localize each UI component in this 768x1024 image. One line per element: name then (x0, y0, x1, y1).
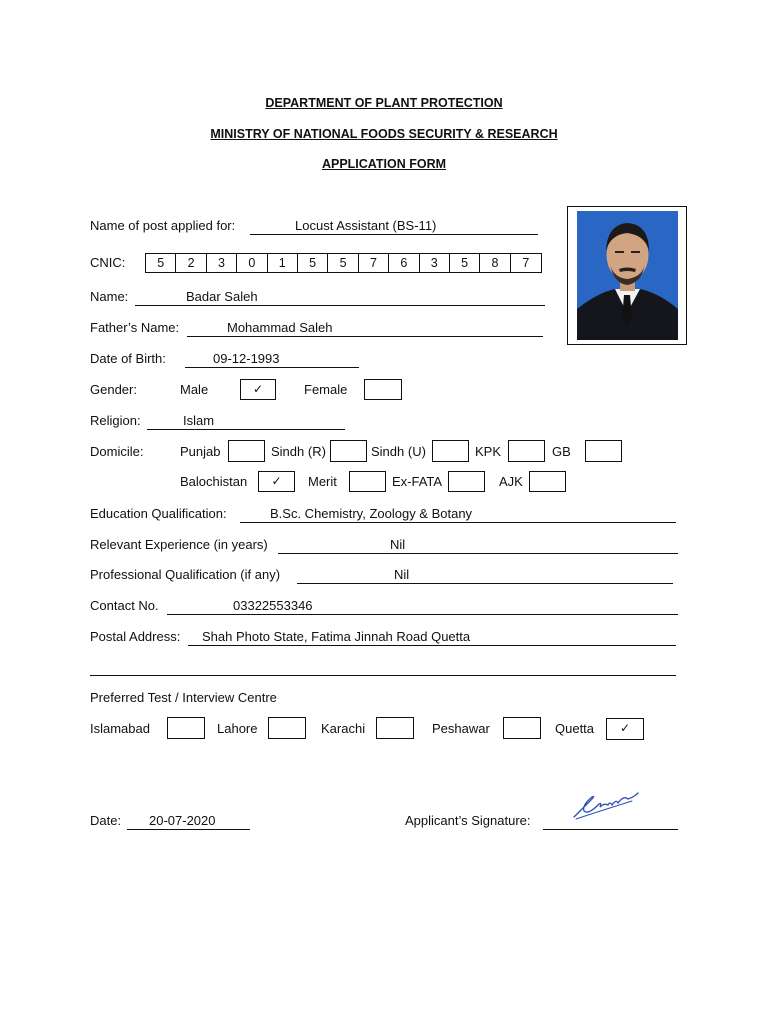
gender-male-label: Male (180, 382, 209, 397)
post-label: Name of post applied for: (90, 218, 236, 233)
signature-label: Applicant’s Signature: (405, 813, 531, 828)
centre-lahore-label: Lahore (217, 721, 258, 736)
cnic-digit: 1 (268, 254, 298, 272)
domicile-punjab-label: Punjab (180, 444, 221, 459)
cnic-digit: 5 (298, 254, 328, 272)
address-value: Shah Photo State, Fatima Jinnah Road Quetta (202, 629, 471, 644)
post-field[interactable] (250, 218, 538, 235)
father-name-field[interactable] (187, 320, 543, 337)
gender-male-checkbox[interactable]: ✓ (240, 379, 276, 400)
domicile-ex-fata-checkbox[interactable] (448, 471, 485, 492)
centre-label: Preferred Test / Interview Centre (90, 690, 277, 705)
domicile-ex-fata-label: Ex-FATA (392, 474, 443, 489)
centre-quetta-label: Quetta (555, 721, 595, 736)
religion-value: Islam (183, 413, 215, 428)
date-label: Date: (90, 813, 122, 828)
name-value: Badar Saleh (186, 289, 258, 304)
dob-field[interactable] (185, 351, 359, 368)
professional-value: Nil (394, 567, 410, 582)
centre-quetta-checkbox[interactable]: ✓ (606, 718, 644, 740)
dob-label: Date of Birth: (90, 351, 166, 366)
name-label: Name: (90, 289, 129, 304)
domicile-ajk-checkbox[interactable] (529, 471, 566, 492)
domicile-sindh-u-label: Sindh (U) (371, 444, 426, 459)
experience-label: Relevant Experience (in years) (90, 537, 268, 552)
dob-value: 09-12-1993 (213, 351, 280, 366)
address-field-line-2[interactable] (90, 659, 676, 676)
domicile-punjab-checkbox[interactable] (228, 440, 265, 462)
cnic-digit: 3 (207, 254, 237, 272)
date-field[interactable] (127, 813, 250, 830)
experience-field[interactable] (278, 537, 678, 554)
address-field[interactable] (188, 629, 676, 646)
cnic-digit: 8 (480, 254, 510, 272)
contact-value: 03322553346 (233, 598, 313, 613)
education-field[interactable] (240, 506, 676, 523)
domicile-gb-label: GB (552, 444, 571, 459)
domicile-balochistan-label: Balochistan (180, 474, 248, 489)
domicile-label: Domicile: (90, 444, 144, 459)
ministry-title: MINISTRY OF NATIONAL FOODS SECURITY & RESEARCH (210, 127, 558, 141)
applicant-photo (577, 211, 678, 340)
experience-value: Nil (390, 537, 406, 552)
cnic-digit: 3 (420, 254, 450, 272)
date-value: 20-07-2020 (149, 813, 216, 828)
applicant-photo-frame (567, 206, 687, 345)
post-value: Locust Assistant (BS-11) (295, 218, 437, 233)
cnic-digit: 7 (359, 254, 389, 272)
domicile-gb-checkbox[interactable] (585, 440, 622, 462)
father-name-label: Father’s Name: (90, 320, 180, 335)
signature-image (570, 787, 642, 821)
gender-female-label: Female (304, 382, 348, 397)
domicile-sindh-r-checkbox[interactable] (330, 440, 367, 462)
professional-label: Professional Qualification (if any) (90, 567, 281, 582)
father-name-value: Mohammad Saleh (227, 320, 333, 335)
cnic-digit: 2 (176, 254, 206, 272)
domicile-balochistan-checkbox[interactable]: ✓ (258, 471, 295, 492)
cnic-digit: 5 (328, 254, 358, 272)
centre-karachi-checkbox[interactable] (376, 717, 414, 739)
education-value: B.Sc. Chemistry, Zoology & Botany (270, 506, 473, 521)
professional-field[interactable] (297, 567, 673, 584)
contact-label: Contact No. (90, 598, 159, 613)
cnic-digit: 7 (522, 256, 530, 270)
gender-label: Gender: (90, 382, 137, 397)
religion-field[interactable] (147, 413, 345, 430)
contact-field[interactable] (167, 598, 678, 615)
domicile-merit-checkbox[interactable] (349, 471, 386, 492)
centre-peshawar-label: Peshawar (432, 721, 490, 736)
centre-islamabad-checkbox[interactable] (167, 717, 205, 739)
domicile-merit-label: Merit (308, 474, 337, 489)
centre-lahore-checkbox[interactable] (268, 717, 306, 739)
domicile-kpk-label: KPK (475, 444, 502, 459)
name-field[interactable] (135, 289, 545, 306)
centre-islamabad-label: Islamabad (90, 721, 150, 736)
cnic-boxes[interactable] (145, 253, 542, 273)
domicile-sindh-u-checkbox[interactable] (432, 440, 469, 462)
centre-karachi-label: Karachi (321, 721, 366, 736)
domicile-ajk-label: AJK (499, 474, 523, 489)
department-title: DEPARTMENT OF PLANT PROTECTION (265, 96, 503, 110)
domicile-kpk-checkbox[interactable] (508, 440, 545, 462)
religion-label: Religion: (90, 413, 141, 428)
domicile-sindh-r-label: Sindh (R) (271, 444, 326, 459)
address-label: Postal Address: (90, 629, 181, 644)
cnic-digit: 5 (146, 254, 176, 272)
cnic-label: CNIC: (90, 255, 126, 270)
gender-female-checkbox[interactable] (364, 379, 402, 400)
cnic-digit: 5 (450, 254, 480, 272)
education-label: Education Qualification: (90, 506, 227, 521)
centre-peshawar-checkbox[interactable] (503, 717, 541, 739)
form-title: APPLICATION FORM (321, 157, 447, 171)
cnic-digit: 0 (237, 254, 267, 272)
cnic-digit: 6 (389, 254, 419, 272)
